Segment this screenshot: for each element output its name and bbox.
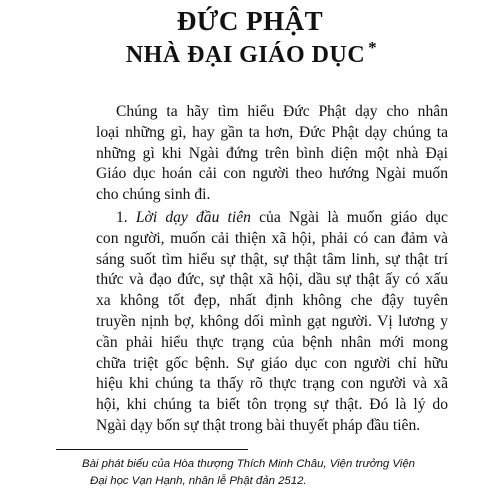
text-line: Giáo dục hoán cải con người theo hướng Ngài muốn <box>96 165 448 183</box>
lead-rest: của Ngài là muốn giáo dục <box>259 209 448 226</box>
text-line: loại những gì, hay gần ta hơn, Đức Phật dạy chúng ta <box>96 123 448 141</box>
text-line: Chúng ta hãy tìm hiểu Đức Phật dạy cho nhân <box>116 103 448 120</box>
text-line: Ngài dạy bốn sự thật trong bài thuyết pháp đầu tiên. <box>96 416 421 434</box>
text-line: hiệu khi chúng ta thấy rõ thực trạng con người và xã <box>96 375 448 393</box>
footnote-mark: * <box>368 38 378 57</box>
page-subtitle <box>0 38 500 69</box>
footnote <box>82 456 482 490</box>
text-line-lead <box>96 208 448 229</box>
page-title <box>0 6 500 37</box>
text-line: chữa triệt gốc bệnh. Sự giáo dục con người chỉ hữu <box>96 354 448 372</box>
list-number: 1. <box>116 209 128 226</box>
text-line: sáng suốt tìm hiểu sự thật, sự thật tâm linh, sự thật trí <box>96 250 448 268</box>
title-line-1: ĐỨC PHẬT <box>176 6 324 36</box>
text-line: thức và đạo đức, sự thật xã hội, dầu sự thật ấy có xấu <box>96 271 448 289</box>
text-line: những gì khi Ngài đứng trên bình diện một nhà Đại <box>96 144 448 162</box>
footnote-line: Bài phát biểu của Hòa thượng Thích Minh Châu, Viện trưởng Viện <box>82 458 416 470</box>
paragraph-2 <box>96 208 448 437</box>
footnote-line: Đại học Vạn Hạnh, nhân lễ Phật đản 2512. <box>90 475 307 487</box>
paragraph-1 <box>96 102 448 206</box>
text-line: cho chúng sinh đi. <box>96 186 211 204</box>
text-line: con người, muốn cải thiện xã hội, phải có can đảm và <box>96 229 448 247</box>
text-line: hội, khi chúng ta biết tôn trọng sự thật. Đó là lý do <box>96 396 448 414</box>
text-line: xa không tốt đẹp, nhất định không che đậy tuyên <box>96 292 448 310</box>
title-line-2: NHÀ ĐẠI GIÁO DỤC <box>125 42 366 68</box>
emphasis-phrase: Lời dạy đầu tiên <box>135 209 251 226</box>
footnote-divider <box>56 449 248 450</box>
text-line: cần phải hiểu thực trạng của bệnh nhân mới mong <box>96 333 448 351</box>
text-line: truyền nịnh bợ, không dối mình gạt người. Vị lương y <box>96 312 448 330</box>
